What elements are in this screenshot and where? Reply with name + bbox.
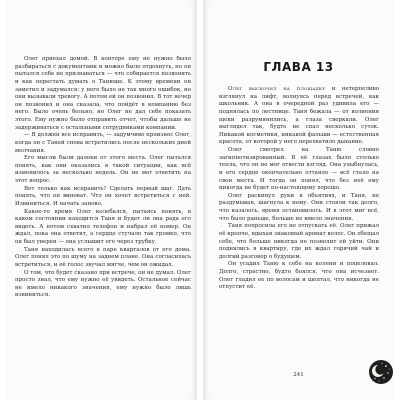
paragraph: Олег смотрел на Таню словно загипнотизированный. В её глазах было столько тепла, что он не мог отвести взгляд. Она улыбнулась, и его сердце окончательно оттаяло — всё стало на свои места. И тогда он понял, что без неё ему никогда не будет по-настоящему хорошо. [219, 147, 379, 192]
right-page [203, 0, 394, 400]
lead-words: Олег выскочил на площадку [228, 86, 326, 92]
left-text-column [15, 56, 191, 380]
left-page [6, 0, 197, 400]
paragraph: Олег раскинул руки в объятиях, и Таня, не раздумывая, шагнула к нему. Они стояли так долго, что казалось, время остановилось. И в этот миг всё, что было раньше, больше не имело значения. [219, 192, 379, 222]
opening-paragraph [219, 86, 379, 147]
opening-text: и нетерпеливо взглянул на лифт, волнуясь перед встречей, как школьник. А она в очередной раз удивила его — поднялась по лестнице. Таня бежала — от волнения щеки разрумянились, а глаза сверкали. Олег выглядел так, будто не спал несколько суток. Никакой косметики, никакой фальши — естественная красота, от которой у него перехватило дыхание. [219, 86, 379, 146]
paragraph: Какое-то время Олег колебался, пытаясь понять, в каком состоянии находится Таня и будет ли она рада его видеть. А потом схватил телефон и набрал её номер. Он ждал, пока она ответит, а сердце стучало так громко, что он был уверен — она услышит его через трубку. [15, 208, 191, 245]
right-text-column [219, 86, 379, 368]
paragraph: Вот только как исправить? Сделать первый шаг. Дать понять, что он виноват. Что он хочет встретиться с ней. Извиниться. И начать заново. [15, 185, 191, 207]
paragraph: О том, что будет сказано при встрече, он не думал. Олег просто знал, что ему нужно её увидеть. Остальное сейчас не имело никакого значения, ему нужно было лишь извиниться. [15, 269, 191, 299]
paragraph: Олег приехал домой. В конто́ре ему не нужно было разбираться с документами и можно было отдохнуть, но он пытался себе не признаваться — что собирается позвонить и как перестать думать о Танюше. К этому времени он заметил и задумался: у него было не так много ошибок, но они вызывали тревогу. А потом ей он позвонил. В тот вечер он позвонил и она сказала, что пойдёт в компанию без него. Было очень больно, но Олег не дал себе показать этого. Ему нужно было отправить отчет, чтобы дальше не задерживаться с остальными сотрудниками компании. [15, 56, 191, 131]
paragraph: — Я должен все исправить, — задумчиво произнес Олег, когда он с Таней снова встретились после нескольких дней молчания. [15, 132, 191, 154]
paragraph: Он усадил Таню к себе на колени и поцеловал. Долго, страстно, будто боялся, что она исчезнет. Олег гладил ее по волосам и шептал, что никогда не отпустит её. [219, 261, 379, 291]
paragraph: Его мысли были далеки от этого места. Олег пытался понять, как они оказались в такой ситуации, как всё изменилось за несколько недель. Он не мог ответить на этот вопрос. [15, 155, 191, 184]
page-number: 241 [293, 372, 304, 378]
paragraph: Таня попросила его не отпускать её. Олег прижал её крепче, вдыхая знакомый аромат волос. Он обещал себе, что больше никогда не позволит ей уйти. Они поднялись в квартиру, где их ждал горячий чай и долгий разговор о будущем. [219, 223, 379, 260]
starry-moon-circle-icon [368, 359, 394, 385]
chapter-title: ГЛАВА 13 [263, 60, 334, 74]
paragraph: Таня находилась всего в паре кварталов от его дома. Олег понял это по шуму на заднем плане. Она согласилась встретиться, и её голос звучал мягче, чем он ожидал. [15, 246, 191, 268]
